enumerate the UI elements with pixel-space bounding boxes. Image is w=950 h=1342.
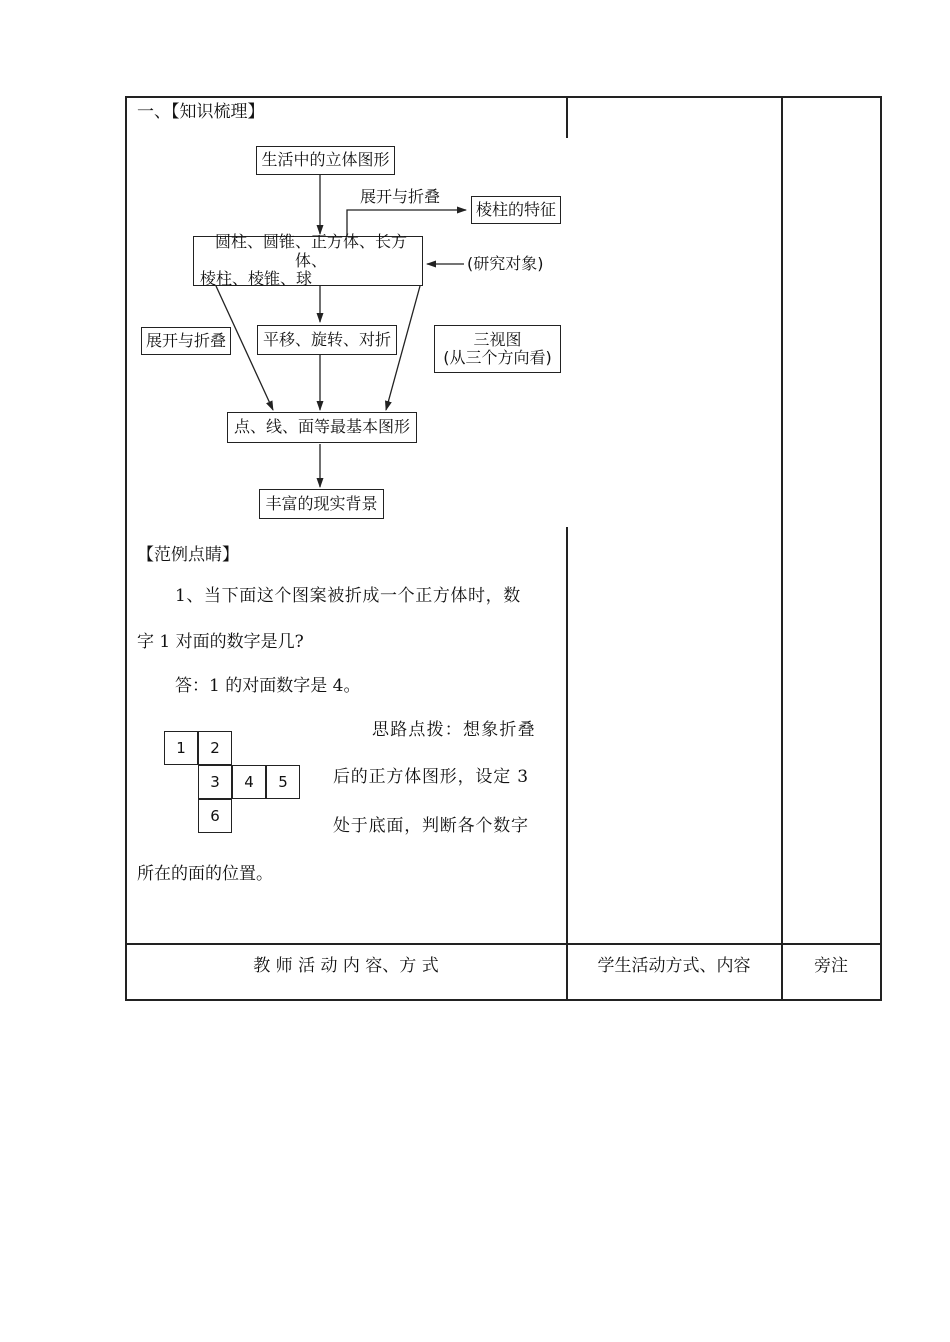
net-cell: 6 bbox=[198, 799, 232, 833]
three-views-line-2: (从三个方向看) bbox=[443, 348, 552, 367]
prism-features-box: 棱柱的特征 bbox=[471, 196, 561, 224]
knowledge-heading: 一、【知识梳理】 bbox=[137, 102, 265, 122]
research-objects-box bbox=[193, 232, 423, 289]
net-cell: 4 bbox=[232, 765, 266, 799]
basic-shapes-box: 点、线、面等最基本图形 bbox=[227, 412, 417, 443]
unfold-fold-label-top: 展开与折叠 bbox=[360, 187, 441, 206]
net-cell: 5 bbox=[266, 765, 300, 799]
footer-top-border bbox=[125, 943, 882, 945]
examples-heading: 【范例点睛】 bbox=[137, 545, 239, 565]
table-bottom-border bbox=[125, 999, 882, 1001]
net-cell: 2 bbox=[198, 731, 232, 765]
three-views-box bbox=[434, 325, 561, 373]
net-cell: 1 bbox=[164, 731, 198, 765]
column-divider-1-lower bbox=[566, 527, 568, 1001]
notes-header: 旁注 bbox=[814, 956, 848, 976]
student-activity-header: 学生活动方式、内容 bbox=[597, 956, 751, 976]
everyday-solids-box: 生活中的立体图形 bbox=[256, 146, 395, 175]
question-line-1: 1、当下面这个图案被折成一个正方体时，数 bbox=[175, 586, 521, 606]
unfold-fold-box: 展开与折叠 bbox=[141, 327, 231, 355]
hint-line-2: 后的正方体图形，设定 3 bbox=[333, 767, 529, 787]
question-line-2: 字 1 对面的数字是几? bbox=[137, 632, 304, 652]
real-background-box: 丰富的现实背景 bbox=[259, 489, 384, 519]
hint-line-4: 所在的面的位置。 bbox=[137, 864, 273, 884]
objects-line-2: 棱柱、棱锥、球 bbox=[200, 269, 313, 289]
hint-line-3: 处于底面，判断各个数字 bbox=[333, 816, 529, 836]
transform-box: 平移、旋转、对折 bbox=[257, 325, 397, 355]
hint-line-1: 思路点拨：想象折叠 bbox=[372, 720, 536, 740]
objects-line-1: 圆柱、圆锥、正方体、长方体、 bbox=[214, 232, 407, 270]
three-views-line-1: 三视图 bbox=[473, 329, 522, 349]
net-cell: 3 bbox=[198, 765, 232, 799]
concept-diagram-arrows bbox=[0, 0, 950, 560]
answer-text: 答：1 的对面数字是 4。 bbox=[175, 676, 361, 696]
teacher-activity-header: 教 师 活 动 内 容、方 式 bbox=[253, 956, 439, 976]
research-object-label: (研究对象) bbox=[467, 254, 544, 273]
